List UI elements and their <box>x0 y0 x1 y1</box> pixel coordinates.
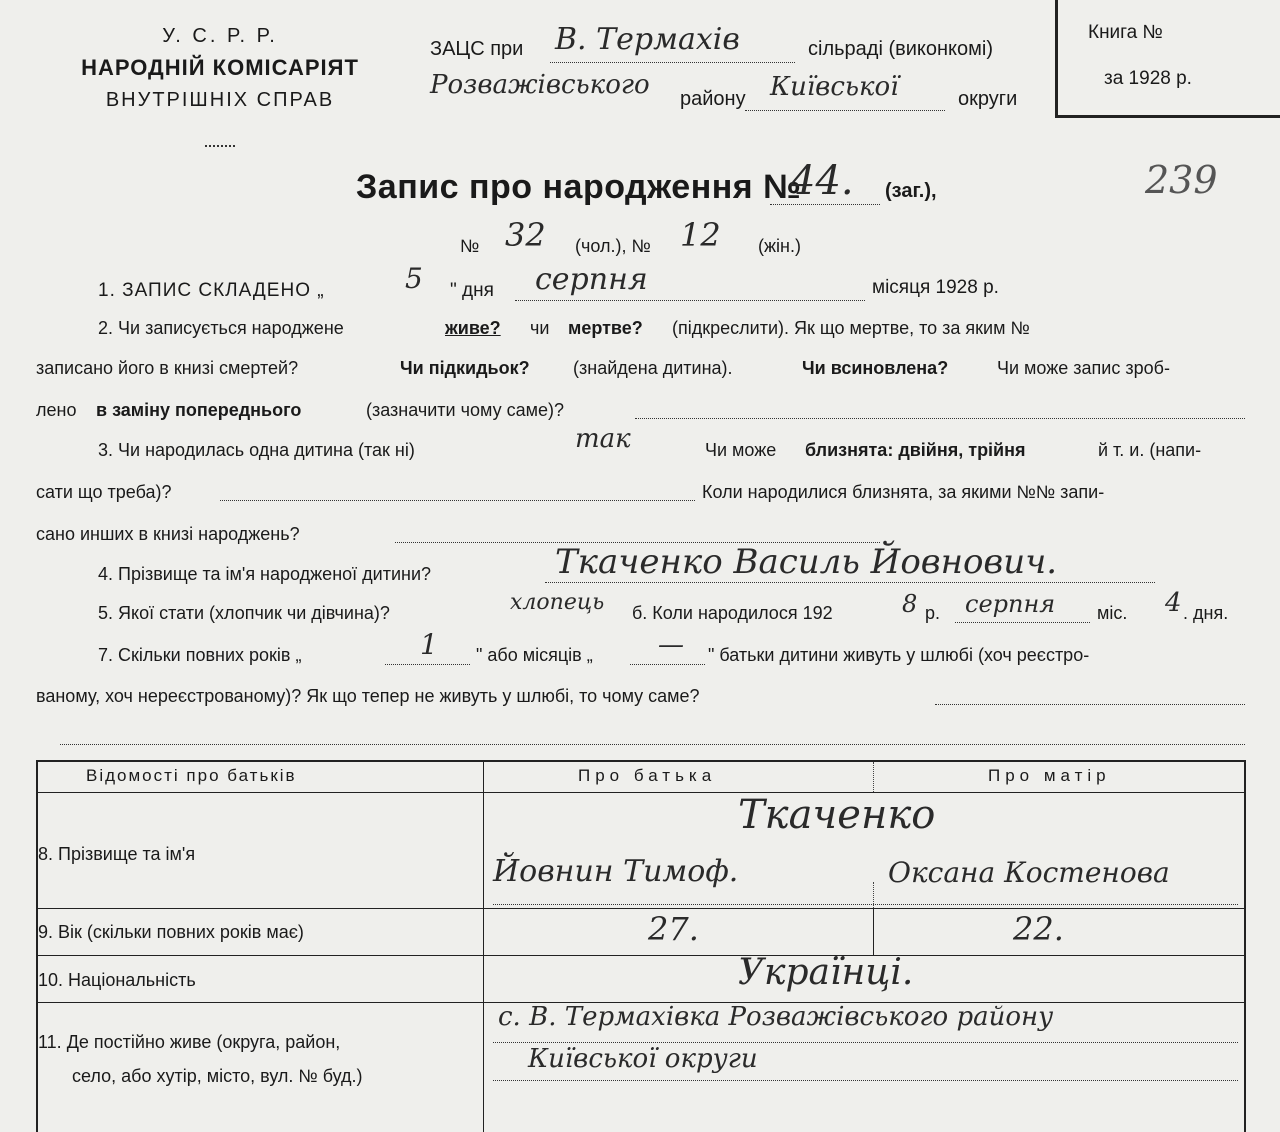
r9-divider <box>873 908 874 955</box>
q2-adopted: Чи всиновлена? <box>802 358 949 378</box>
birth-year-digit-handwritten: 8 <box>902 590 918 618</box>
row-divider-8 <box>38 908 1244 909</box>
q1-prefix: 1. ЗАПИС СКЛАДЕНО „ <box>98 280 325 301</box>
internal-affairs-line: ВНУТРІШНІХ СПРАВ <box>105 89 335 111</box>
father-name-handwritten: Йовнин Тимоф. <box>493 854 739 889</box>
q1-day-handwritten: 5 <box>405 262 423 295</box>
commissariat-line: НАРОДНІЙ КОМІСАРІЯТ <box>81 55 359 80</box>
q3-l3-a: сано инших в книзі народжень? <box>36 524 300 544</box>
residence-line2-handwritten: Київської округи <box>528 1044 758 1074</box>
record-number-line <box>770 204 880 205</box>
head-parents-info: Відомості про батьків <box>86 766 297 785</box>
birth-month-handwritten: серпня <box>965 590 1056 618</box>
q7-l2: ваному, хоч нереєстрованому)? Як що тепер не живуть у шлюбі, то чому саме? <box>36 686 700 706</box>
okrug-line <box>745 110 945 111</box>
q5-end: . дня. <box>1183 603 1229 623</box>
ministry-header <box>40 20 400 116</box>
parents-table <box>36 760 1246 1132</box>
female-number-handwritten: 12 <box>680 216 721 254</box>
q2-l2-a: записано його в книзі смертей? <box>36 358 299 378</box>
q7-l1-b: " або місяців „ <box>476 645 593 665</box>
zags-prefix: ЗАЦС при <box>430 38 524 60</box>
birth-day-handwritten: 4 <box>1165 588 1182 618</box>
q3-l2-a: сати що треба)? <box>36 482 172 502</box>
marriage-years-handwritten: 1 <box>420 628 438 661</box>
page-title: Запис про народження № <box>356 168 802 206</box>
district-handwritten: Розважівського <box>430 70 650 100</box>
q3-twins-options: близнята: двійня, трійня <box>805 440 1026 460</box>
row-divider-9 <box>38 955 1244 956</box>
r11-label-1: 11. Де постійно живе (округа, район, <box>38 1032 341 1052</box>
q5-mid: б. Коли народилося 192 <box>632 603 833 623</box>
q2-l2-c: (знайдена дитина). <box>573 358 733 378</box>
q2-alive-option: живе? <box>445 318 501 338</box>
r10-label: 10. Національність <box>38 970 196 990</box>
nationality-handwritten: Українці. <box>738 952 914 993</box>
sub-no-label: № <box>460 236 480 256</box>
residence-line1-handwritten: с. В. Термахівка Розважівського району <box>498 1002 1054 1032</box>
col-divider-1 <box>483 762 484 1132</box>
mother-name-handwritten: Оксана Костенова <box>888 856 1170 889</box>
parents-surname-handwritten: Ткаченко <box>738 792 936 838</box>
okrug-handwritten: Київської <box>770 72 899 102</box>
q7-l1-a: 7. Скільки повних років „ <box>98 645 302 665</box>
corner-number-handwritten: 239 <box>1145 158 1218 202</box>
q3-l1-b: Чи може <box>705 440 777 460</box>
q2-l2-e: Чи може запис зроб- <box>997 358 1170 378</box>
header-divider <box>205 145 235 147</box>
q2-dead-option: мертве? <box>568 318 643 338</box>
village-line <box>550 62 795 63</box>
r11-label-2: село, або хутір, місто, вул. № буд.) <box>72 1066 363 1086</box>
zags-suffix: сільраді (виконкомі) <box>808 38 993 60</box>
okrug-label: округи <box>958 88 1018 110</box>
q7-blank-line <box>935 704 1245 705</box>
q3-l2-b: Коли народилися близнята, за якими №№ запи- <box>702 482 1105 502</box>
q1-month-handwritten: серпня <box>535 262 648 297</box>
row-divider-head <box>38 792 1244 793</box>
q2-foundling: Чи підкидьок? <box>400 358 530 378</box>
q2-l1-c: чи <box>530 318 550 338</box>
child-sex-handwritten: хлопець <box>510 590 605 615</box>
q5-mis: міс. <box>1097 603 1128 623</box>
r11-line-1 <box>493 1042 1238 1043</box>
q1-month-line <box>515 300 865 301</box>
q2-blank-line <box>635 418 1245 419</box>
q2-l1-e: (підкреслити). Як що мертве, то за яким № <box>672 318 1030 338</box>
father-age-handwritten: 27. <box>648 910 699 948</box>
q5-label: 5. Якої стати (хлопчик чи дівчина)? <box>98 603 390 623</box>
book-box <box>1055 0 1280 118</box>
record-number-handwritten: 44. <box>790 158 854 204</box>
marriage-months-handwritten: — <box>658 630 684 660</box>
title-suffix: (заг.), <box>885 180 937 202</box>
male-label: (чол.), № <box>575 236 651 256</box>
q1-day-label: " дня <box>450 280 494 301</box>
female-label: (жін.) <box>758 236 801 256</box>
q2-l1-a: 2. Чи записується народжене <box>98 318 344 338</box>
book-year-label: за 1928 р. <box>1104 68 1192 89</box>
r9-label: 9. Вік (скільки повних років має) <box>38 922 304 942</box>
head-dotted-divider <box>873 762 874 792</box>
q2-l3-c: (зазначити чому саме)? <box>366 400 564 420</box>
q7-years-line <box>385 664 470 665</box>
r8-line <box>493 904 1238 905</box>
male-number-handwritten: 32 <box>505 216 546 254</box>
q3-single-handwritten: так <box>575 424 631 454</box>
q7-blank-line-2 <box>60 744 1245 745</box>
q3-l1-d: й т. и. (напи- <box>1098 440 1202 460</box>
mother-age-handwritten: 22. <box>1013 910 1064 948</box>
q7-months-line <box>630 664 705 665</box>
q5-mid2: р. <box>925 603 941 623</box>
q7-l1-c: " батьки дитини живуть у шлюбі (хоч реєстро- <box>708 645 1090 665</box>
child-name-handwritten: Ткаченко Василь Йовнович. <box>555 542 1058 582</box>
district-label: району <box>680 88 746 110</box>
q1-suffix: місяця 1928 р. <box>872 277 999 298</box>
book-number-label: Книга № <box>1088 22 1163 43</box>
q4-line <box>545 582 1155 583</box>
r8-label: 8. Прізвище та ім'я <box>38 844 196 864</box>
head-father: Про батька <box>578 766 717 785</box>
head-mother: Про матір <box>988 766 1111 785</box>
q3-blank-line-1 <box>220 500 695 501</box>
q2-l3-a: лено <box>36 400 77 420</box>
q5-month-line <box>955 622 1090 623</box>
ussr-line: У. С. Р. Р. <box>162 25 278 47</box>
q4-label: 4. Прізвище та ім'я народженої дитини? <box>98 564 432 584</box>
q2-replacement: в заміну попереднього <box>96 400 302 420</box>
village-handwritten: В. Термахів <box>555 22 740 57</box>
r11-line-2 <box>493 1080 1238 1081</box>
q3-l1-a: 3. Чи народилась одна дитина (так ні) <box>98 440 415 460</box>
